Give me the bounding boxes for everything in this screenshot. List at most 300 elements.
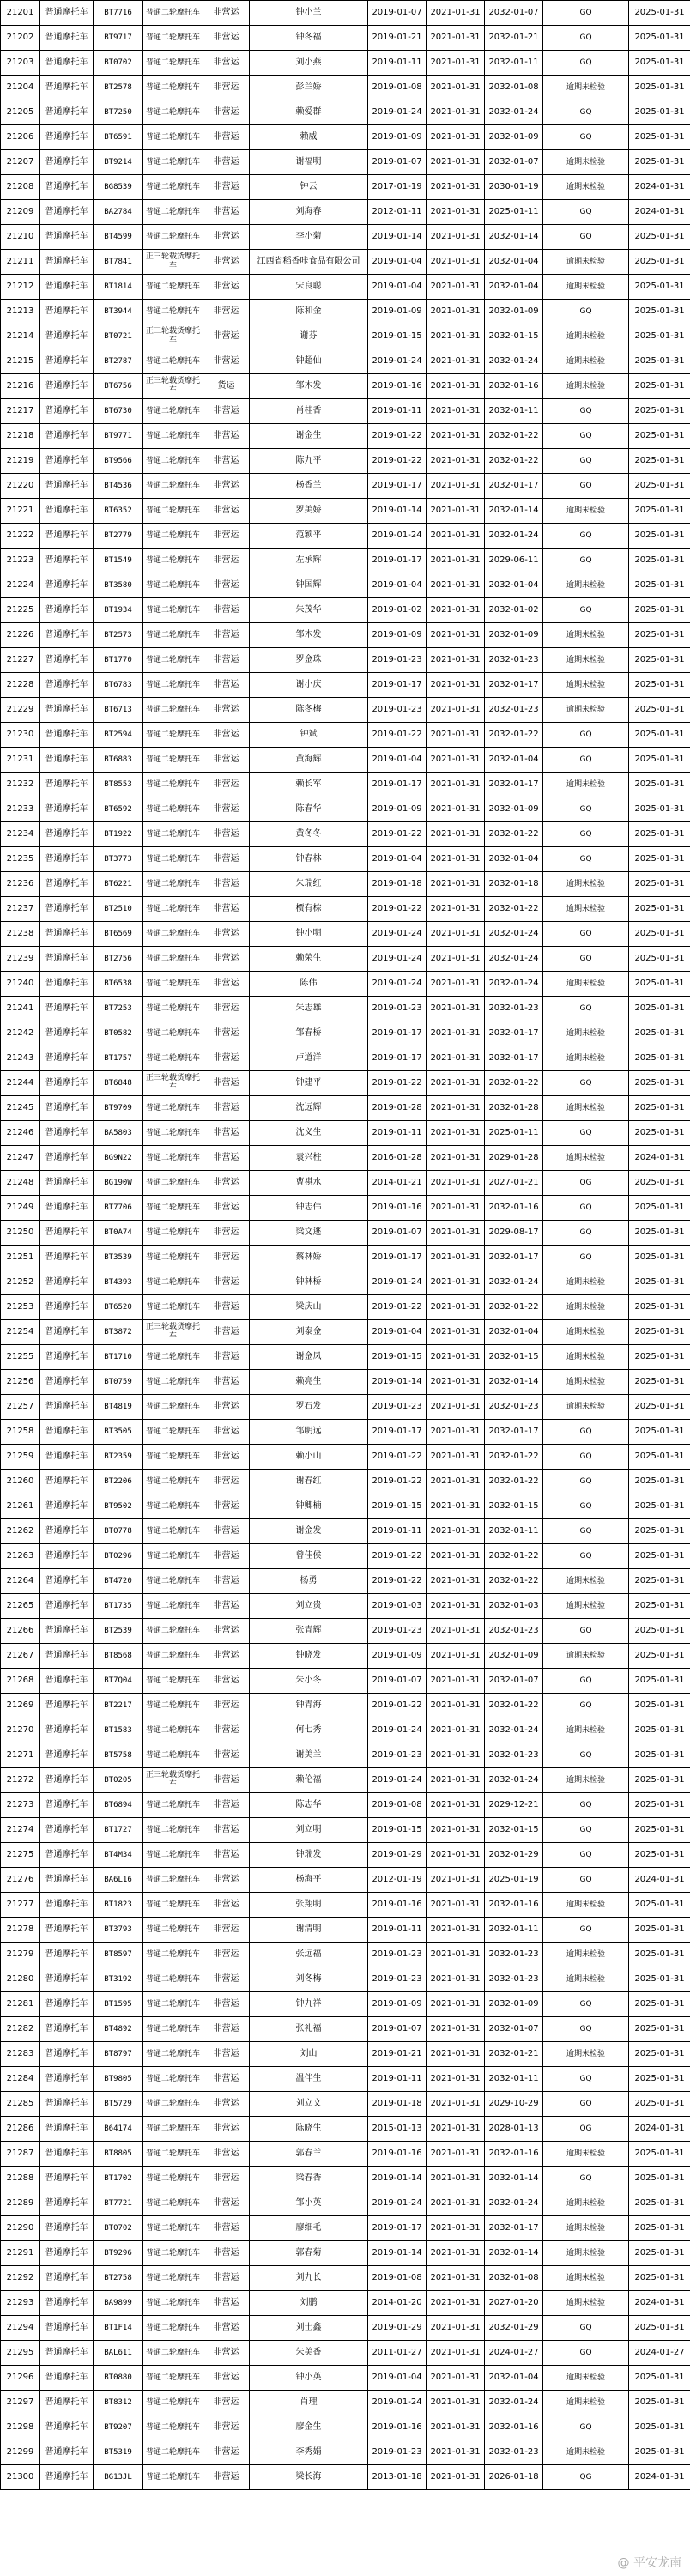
owner-name-cell: 刘立文 bbox=[250, 2092, 368, 2117]
vehicle-category-cell: 普通摩托车 bbox=[40, 1793, 94, 1818]
inspection-due-date-cell: 2025-01-31 bbox=[629, 1494, 690, 1519]
owner-name-cell: 郭春兰 bbox=[250, 2142, 368, 2167]
register-date-cell: 2019-01-22 bbox=[368, 449, 427, 474]
inspection-status-cell: 逾期未检验 bbox=[543, 250, 629, 275]
vehicle-category-cell: 普通摩托车 bbox=[40, 2042, 94, 2067]
vehicle-type-cell: 普通二轮摩托车 bbox=[143, 1718, 203, 1743]
row-number-cell: 21231 bbox=[1, 748, 40, 773]
vehicle-category-cell: 普通摩托车 bbox=[40, 2117, 94, 2142]
issue-date-cell: 2021-01-31 bbox=[427, 1270, 485, 1295]
scrap-date-cell: 2032-01-11 bbox=[485, 1519, 543, 1544]
row-number-cell: 21210 bbox=[1, 225, 40, 250]
inspection-due-date-cell: 2025-01-31 bbox=[629, 598, 690, 623]
owner-name-cell: 刘鹏 bbox=[250, 2291, 368, 2316]
owner-name-cell: 肖桂香 bbox=[250, 399, 368, 424]
scrap-date-cell: 2032-01-23 bbox=[485, 1967, 543, 1992]
vehicle-type-cell: 普通二轮摩托车 bbox=[143, 822, 203, 847]
table-row bbox=[1, 1146, 690, 1171]
plate-number-cell: BT9296 bbox=[94, 2241, 143, 2266]
inspection-due-date-cell: 2025-01-31 bbox=[629, 1992, 690, 2017]
issue-date-cell: 2021-01-31 bbox=[427, 2017, 485, 2042]
vehicle-type-cell: 普通二轮摩托车 bbox=[143, 349, 203, 374]
plate-number-cell: BT0778 bbox=[94, 1519, 143, 1544]
row-number-cell: 21249 bbox=[1, 1196, 40, 1221]
inspection-due-date-cell: 2025-01-31 bbox=[629, 349, 690, 374]
issue-date-cell: 2021-01-31 bbox=[427, 250, 485, 275]
plate-number-cell: BT3505 bbox=[94, 1420, 143, 1445]
plate-number-cell: BT3793 bbox=[94, 1918, 143, 1943]
register-date-cell: 2014-01-20 bbox=[368, 2291, 427, 2316]
inspection-due-date-cell: 2025-01-31 bbox=[629, 1071, 690, 1096]
inspection-status-cell: GQ bbox=[543, 2092, 629, 2117]
vehicle-category-cell: 普通摩托车 bbox=[40, 275, 94, 300]
register-date-cell: 2019-01-15 bbox=[368, 324, 427, 349]
register-date-cell: 2019-01-21 bbox=[368, 26, 427, 51]
vehicle-category-cell: 普通摩托车 bbox=[40, 972, 94, 997]
register-date-cell: 2019-01-24 bbox=[368, 524, 427, 549]
issue-date-cell: 2021-01-31 bbox=[427, 225, 485, 250]
plate-number-cell: BT2359 bbox=[94, 1445, 143, 1470]
inspection-due-date-cell: 2025-01-31 bbox=[629, 2191, 690, 2216]
table-row bbox=[1, 872, 690, 897]
vehicle-category-cell: 普通摩托车 bbox=[40, 1918, 94, 1943]
register-date-cell: 2019-01-23 bbox=[368, 698, 427, 723]
owner-name-cell: 陈和金 bbox=[250, 300, 368, 324]
inspection-status-cell: GQ bbox=[543, 1071, 629, 1096]
owner-name-cell: 朱瑞红 bbox=[250, 872, 368, 897]
owner-name-cell: 钟志伟 bbox=[250, 1196, 368, 1221]
usage-cell: 非营运 bbox=[203, 76, 250, 100]
register-date-cell: 2019-01-23 bbox=[368, 1743, 427, 1768]
usage-cell: 非营运 bbox=[203, 1395, 250, 1420]
vehicle-category-cell: 普通摩托车 bbox=[40, 2167, 94, 2191]
register-date-cell: 2019-01-02 bbox=[368, 598, 427, 623]
scrap-date-cell: 2032-01-24 bbox=[485, 2391, 543, 2415]
owner-name-cell: 邹明远 bbox=[250, 1420, 368, 1445]
plate-number-cell: BT6591 bbox=[94, 125, 143, 150]
register-date-cell: 2019-01-17 bbox=[368, 1246, 427, 1270]
scrap-date-cell: 2032-01-22 bbox=[485, 449, 543, 474]
vehicle-type-cell: 普通二轮摩托车 bbox=[143, 1246, 203, 1270]
inspection-status-cell: 逾期未检验 bbox=[543, 698, 629, 723]
inspection-due-date-cell: 2025-01-31 bbox=[629, 2167, 690, 2191]
plate-number-cell: B64174 bbox=[94, 2117, 143, 2142]
row-number-cell: 21203 bbox=[1, 51, 40, 76]
register-date-cell: 2019-01-04 bbox=[368, 847, 427, 872]
scrap-date-cell: 2032-01-11 bbox=[485, 51, 543, 76]
table-row bbox=[1, 449, 690, 474]
table-row bbox=[1, 1868, 690, 1893]
table-body bbox=[1, 1, 690, 2490]
inspection-due-date-cell: 2025-01-31 bbox=[629, 1420, 690, 1445]
table-row bbox=[1, 1370, 690, 1395]
inspection-due-date-cell: 2024-01-31 bbox=[629, 1868, 690, 1893]
vehicle-category-cell: 普通摩托车 bbox=[40, 2391, 94, 2415]
owner-name-cell: 刘海春 bbox=[250, 200, 368, 225]
scrap-date-cell: 2029-12-21 bbox=[485, 1793, 543, 1818]
inspection-due-date-cell: 2025-01-31 bbox=[629, 1370, 690, 1395]
row-number-cell: 21232 bbox=[1, 773, 40, 797]
inspection-due-date-cell: 2025-01-31 bbox=[629, 1893, 690, 1918]
register-date-cell: 2019-01-07 bbox=[368, 1, 427, 26]
usage-cell: 非营运 bbox=[203, 549, 250, 573]
usage-cell: 非营运 bbox=[203, 1096, 250, 1121]
usage-cell: 货运 bbox=[203, 374, 250, 399]
vehicle-type-cell: 普通二轮摩托车 bbox=[143, 1743, 203, 1768]
register-date-cell: 2019-01-11 bbox=[368, 399, 427, 424]
inspection-due-date-cell: 2025-01-31 bbox=[629, 225, 690, 250]
vehicle-category-cell: 普通摩托车 bbox=[40, 1967, 94, 1992]
table-row bbox=[1, 1246, 690, 1270]
inspection-status-cell: GQ bbox=[543, 26, 629, 51]
register-date-cell: 2019-01-24 bbox=[368, 1718, 427, 1743]
row-number-cell: 21238 bbox=[1, 922, 40, 947]
usage-cell: 非营运 bbox=[203, 2465, 250, 2490]
issue-date-cell: 2021-01-31 bbox=[427, 2291, 485, 2316]
register-date-cell: 2019-01-04 bbox=[368, 1320, 427, 1345]
owner-name-cell: 钟冬福 bbox=[250, 26, 368, 51]
inspection-status-cell: GQ bbox=[543, 1445, 629, 1470]
register-date-cell: 2019-01-14 bbox=[368, 2167, 427, 2191]
table-row bbox=[1, 1121, 690, 1146]
usage-cell: 非营运 bbox=[203, 1868, 250, 1893]
inspection-status-cell: 逾期未检验 bbox=[543, 2191, 629, 2216]
table-row bbox=[1, 1669, 690, 1694]
usage-cell: 非营运 bbox=[203, 26, 250, 51]
table-row bbox=[1, 1918, 690, 1943]
issue-date-cell: 2021-01-31 bbox=[427, 1594, 485, 1619]
register-date-cell: 2019-01-22 bbox=[368, 822, 427, 847]
inspection-due-date-cell: 2025-01-31 bbox=[629, 2440, 690, 2465]
inspection-due-date-cell: 2024-01-31 bbox=[629, 2291, 690, 2316]
scrap-date-cell: 2032-01-17 bbox=[485, 1246, 543, 1270]
register-date-cell: 2019-01-04 bbox=[368, 275, 427, 300]
scrap-date-cell: 2032-01-17 bbox=[485, 673, 543, 698]
inspection-status-cell: 逾期未检验 bbox=[543, 349, 629, 374]
usage-cell: 非营运 bbox=[203, 399, 250, 424]
inspection-due-date-cell: 2025-01-31 bbox=[629, 1171, 690, 1196]
plate-number-cell: BT8597 bbox=[94, 1943, 143, 1967]
register-date-cell: 2019-01-07 bbox=[368, 150, 427, 175]
row-number-cell: 21241 bbox=[1, 997, 40, 1021]
inspection-status-cell: QG bbox=[543, 1171, 629, 1196]
vehicle-category-cell: 普通摩托车 bbox=[40, 623, 94, 648]
table-row bbox=[1, 1046, 690, 1071]
register-date-cell: 2019-01-24 bbox=[368, 922, 427, 947]
row-number-cell: 21229 bbox=[1, 698, 40, 723]
register-date-cell: 2019-01-14 bbox=[368, 225, 427, 250]
owner-name-cell: 朱志雄 bbox=[250, 997, 368, 1021]
vehicle-type-cell: 普通二轮摩托车 bbox=[143, 2067, 203, 2092]
inspection-due-date-cell: 2025-01-31 bbox=[629, 1221, 690, 1246]
table-row bbox=[1, 797, 690, 822]
usage-cell: 非营运 bbox=[203, 1893, 250, 1918]
inspection-status-cell: 逾期未检验 bbox=[543, 1096, 629, 1121]
vehicle-type-cell: 普通二轮摩托车 bbox=[143, 922, 203, 947]
issue-date-cell: 2021-01-31 bbox=[427, 1619, 485, 1644]
issue-date-cell: 2021-01-31 bbox=[427, 2266, 485, 2291]
inspection-status-cell: 逾期未检验 bbox=[543, 1370, 629, 1395]
inspection-due-date-cell: 2025-01-31 bbox=[629, 1096, 690, 1121]
scrap-date-cell: 2032-01-09 bbox=[485, 797, 543, 822]
table-row bbox=[1, 2415, 690, 2440]
plate-number-cell: BT8568 bbox=[94, 1644, 143, 1669]
issue-date-cell: 2021-01-31 bbox=[427, 698, 485, 723]
register-date-cell: 2019-01-16 bbox=[368, 1893, 427, 1918]
inspection-status-cell: GQ bbox=[543, 822, 629, 847]
owner-name-cell: 邹春桥 bbox=[250, 1021, 368, 1046]
register-date-cell: 2019-01-23 bbox=[368, 1619, 427, 1644]
register-date-cell: 2019-01-09 bbox=[368, 623, 427, 648]
plate-number-cell: BT5758 bbox=[94, 1743, 143, 1768]
table-row bbox=[1, 1096, 690, 1121]
table-row bbox=[1, 26, 690, 51]
vehicle-type-cell: 普通二轮摩托车 bbox=[143, 1694, 203, 1718]
scrap-date-cell: 2029-01-28 bbox=[485, 1146, 543, 1171]
vehicle-type-cell: 普通二轮摩托车 bbox=[143, 1345, 203, 1370]
register-date-cell: 2019-01-17 bbox=[368, 549, 427, 573]
register-date-cell: 2019-01-22 bbox=[368, 1295, 427, 1320]
usage-cell: 非营运 bbox=[203, 2017, 250, 2042]
inspection-due-date-cell: 2025-01-31 bbox=[629, 2017, 690, 2042]
scrap-date-cell: 2024-01-27 bbox=[485, 2341, 543, 2366]
plate-number-cell: BT1770 bbox=[94, 648, 143, 673]
scrap-date-cell: 2032-01-14 bbox=[485, 1370, 543, 1395]
issue-date-cell: 2021-01-31 bbox=[427, 2391, 485, 2415]
table-row bbox=[1, 2167, 690, 2191]
usage-cell: 非营运 bbox=[203, 1743, 250, 1768]
vehicle-type-cell: 普通二轮摩托车 bbox=[143, 1843, 203, 1868]
inspection-due-date-cell: 2024-01-31 bbox=[629, 175, 690, 200]
vehicle-category-cell: 普通摩托车 bbox=[40, 1470, 94, 1494]
inspection-due-date-cell: 2025-01-31 bbox=[629, 872, 690, 897]
row-number-cell: 21255 bbox=[1, 1345, 40, 1370]
vehicle-category-cell: 普通摩托车 bbox=[40, 1270, 94, 1295]
plate-number-cell: BT9805 bbox=[94, 2067, 143, 2092]
scrap-date-cell: 2032-01-24 bbox=[485, 349, 543, 374]
table-row bbox=[1, 673, 690, 698]
row-number-cell: 21202 bbox=[1, 26, 40, 51]
inspection-due-date-cell: 2025-01-31 bbox=[629, 1, 690, 26]
issue-date-cell: 2021-01-31 bbox=[427, 1420, 485, 1445]
plate-number-cell: BA9899 bbox=[94, 2291, 143, 2316]
row-number-cell: 21275 bbox=[1, 1843, 40, 1868]
inspection-status-cell: GQ bbox=[543, 2067, 629, 2092]
vehicle-type-cell: 普通二轮摩托车 bbox=[143, 76, 203, 100]
owner-name-cell: 温伴生 bbox=[250, 2067, 368, 2092]
inspection-due-date-cell: 2025-01-31 bbox=[629, 1694, 690, 1718]
vehicle-category-cell: 普通摩托车 bbox=[40, 1046, 94, 1071]
scrap-date-cell: 2032-01-14 bbox=[485, 499, 543, 524]
issue-date-cell: 2021-01-31 bbox=[427, 275, 485, 300]
vehicle-type-cell: 普通二轮摩托车 bbox=[143, 1594, 203, 1619]
plate-number-cell: BT3580 bbox=[94, 573, 143, 598]
vehicle-type-cell: 普通二轮摩托车 bbox=[143, 2216, 203, 2241]
inspection-due-date-cell: 2025-01-31 bbox=[629, 1619, 690, 1644]
vehicle-type-cell: 普通二轮摩托车 bbox=[143, 100, 203, 125]
table-row bbox=[1, 2366, 690, 2391]
inspection-status-cell: GQ bbox=[543, 1992, 629, 2017]
vehicle-type-cell: 普通二轮摩托车 bbox=[143, 2415, 203, 2440]
usage-cell: 非营运 bbox=[203, 1146, 250, 1171]
usage-cell: 非营运 bbox=[203, 1694, 250, 1718]
scrap-date-cell: 2029-08-17 bbox=[485, 1221, 543, 1246]
usage-cell: 非营运 bbox=[203, 598, 250, 623]
vehicle-category-cell: 普通摩托车 bbox=[40, 1171, 94, 1196]
scrap-date-cell: 2032-01-22 bbox=[485, 1445, 543, 1470]
vehicle-type-cell: 正三轮载货摩托车 bbox=[143, 1071, 203, 1096]
usage-cell: 非营运 bbox=[203, 1221, 250, 1246]
register-date-cell: 2019-01-18 bbox=[368, 872, 427, 897]
inspection-status-cell: 逾期未检验 bbox=[543, 897, 629, 922]
vehicle-category-cell: 普通摩托车 bbox=[40, 822, 94, 847]
scrap-date-cell: 2032-01-28 bbox=[485, 1096, 543, 1121]
inspection-due-date-cell: 2025-01-31 bbox=[629, 1295, 690, 1320]
issue-date-cell: 2021-01-31 bbox=[427, 1, 485, 26]
owner-name-cell: 钟小明 bbox=[250, 922, 368, 947]
scrap-date-cell: 2032-01-22 bbox=[485, 822, 543, 847]
owner-name-cell: 钟瑞发 bbox=[250, 1843, 368, 1868]
inspection-status-cell: 逾期未检验 bbox=[543, 1046, 629, 1071]
inspection-status-cell: 逾期未检验 bbox=[543, 1569, 629, 1594]
table-row bbox=[1, 723, 690, 748]
table-row bbox=[1, 1519, 690, 1544]
row-number-cell: 21213 bbox=[1, 300, 40, 324]
owner-name-cell: 沈远辉 bbox=[250, 1096, 368, 1121]
plate-number-cell: BT4819 bbox=[94, 1395, 143, 1420]
scrap-date-cell: 2032-01-11 bbox=[485, 2067, 543, 2092]
owner-name-cell: 杨海平 bbox=[250, 1868, 368, 1893]
register-date-cell: 2019-01-11 bbox=[368, 2067, 427, 2092]
issue-date-cell: 2021-01-31 bbox=[427, 175, 485, 200]
row-number-cell: 21228 bbox=[1, 673, 40, 698]
row-number-cell: 21204 bbox=[1, 76, 40, 100]
register-date-cell: 2019-01-04 bbox=[368, 250, 427, 275]
row-number-cell: 21289 bbox=[1, 2191, 40, 2216]
usage-cell: 非营运 bbox=[203, 275, 250, 300]
scrap-date-cell: 2032-01-23 bbox=[485, 997, 543, 1021]
plate-number-cell: BT2758 bbox=[94, 2266, 143, 2291]
vehicle-category-cell: 普通摩托车 bbox=[40, 947, 94, 972]
row-number-cell: 21217 bbox=[1, 399, 40, 424]
issue-date-cell: 2021-01-31 bbox=[427, 723, 485, 748]
vehicle-category-cell: 普通摩托车 bbox=[40, 1519, 94, 1544]
usage-cell: 非营运 bbox=[203, 1420, 250, 1445]
inspection-due-date-cell: 2025-01-31 bbox=[629, 250, 690, 275]
register-date-cell: 2019-01-23 bbox=[368, 1395, 427, 1420]
row-number-cell: 21201 bbox=[1, 1, 40, 26]
register-date-cell: 2019-01-21 bbox=[368, 2042, 427, 2067]
inspection-status-cell: 逾期未检验 bbox=[543, 872, 629, 897]
vehicle-type-cell: 普通二轮摩托车 bbox=[143, 1121, 203, 1146]
scrap-date-cell: 2032-01-24 bbox=[485, 1270, 543, 1295]
usage-cell: 非营运 bbox=[203, 1046, 250, 1071]
issue-date-cell: 2021-01-31 bbox=[427, 1196, 485, 1221]
issue-date-cell: 2021-01-31 bbox=[427, 1345, 485, 1370]
vehicle-type-cell: 普通二轮摩托车 bbox=[143, 1, 203, 26]
owner-name-cell: 廖金生 bbox=[250, 2415, 368, 2440]
inspection-status-cell: GQ bbox=[543, 1694, 629, 1718]
inspection-status-cell: 逾期未检验 bbox=[543, 150, 629, 175]
vehicle-type-cell: 正三轮载货摩托车 bbox=[143, 374, 203, 399]
usage-cell: 非营运 bbox=[203, 150, 250, 175]
issue-date-cell: 2021-01-31 bbox=[427, 773, 485, 797]
inspection-due-date-cell: 2025-01-31 bbox=[629, 51, 690, 76]
vehicle-type-cell: 普通二轮摩托车 bbox=[143, 1096, 203, 1121]
table-row bbox=[1, 1967, 690, 1992]
vehicle-category-cell: 普通摩托车 bbox=[40, 748, 94, 773]
row-number-cell: 21281 bbox=[1, 1992, 40, 2017]
inspection-due-date-cell: 2025-01-31 bbox=[629, 673, 690, 698]
vehicle-type-cell: 普通二轮摩托车 bbox=[143, 1569, 203, 1594]
vehicle-category-cell: 普通摩托车 bbox=[40, 1121, 94, 1146]
issue-date-cell: 2021-01-31 bbox=[427, 324, 485, 349]
scrap-date-cell: 2032-01-24 bbox=[485, 1718, 543, 1743]
row-number-cell: 21269 bbox=[1, 1694, 40, 1718]
scrap-date-cell: 2029-06-11 bbox=[485, 549, 543, 573]
owner-name-cell: 李小菊 bbox=[250, 225, 368, 250]
inspection-status-cell: GQ bbox=[543, 424, 629, 449]
table-row bbox=[1, 623, 690, 648]
register-date-cell: 2019-01-11 bbox=[368, 1121, 427, 1146]
inspection-due-date-cell: 2025-01-31 bbox=[629, 2042, 690, 2067]
issue-date-cell: 2021-01-31 bbox=[427, 2415, 485, 2440]
vehicle-type-cell: 普通二轮摩托车 bbox=[143, 2191, 203, 2216]
vehicle-type-cell: 普通二轮摩托车 bbox=[143, 524, 203, 549]
row-number-cell: 21264 bbox=[1, 1569, 40, 1594]
vehicle-category-cell: 普通摩托车 bbox=[40, 1992, 94, 2017]
vehicle-category-cell: 普通摩托车 bbox=[40, 1320, 94, 1345]
plate-number-cell: BT4M34 bbox=[94, 1843, 143, 1868]
vehicle-type-cell: 普通二轮摩托车 bbox=[143, 1818, 203, 1843]
row-number-cell: 21280 bbox=[1, 1967, 40, 1992]
scrap-date-cell: 2032-01-04 bbox=[485, 748, 543, 773]
scrap-date-cell: 2032-01-04 bbox=[485, 573, 543, 598]
vehicle-category-cell: 普通摩托车 bbox=[40, 1221, 94, 1246]
plate-number-cell: BT0702 bbox=[94, 51, 143, 76]
vehicle-type-cell: 普通二轮摩托车 bbox=[143, 1295, 203, 1320]
inspection-status-cell: 逾期未检验 bbox=[543, 175, 629, 200]
vehicle-type-cell: 普通二轮摩托车 bbox=[143, 2092, 203, 2117]
vehicle-category-cell: 普通摩托车 bbox=[40, 1843, 94, 1868]
vehicle-category-cell: 普通摩托车 bbox=[40, 250, 94, 275]
scrap-date-cell: 2032-01-04 bbox=[485, 1320, 543, 1345]
inspection-status-cell: GQ bbox=[543, 1793, 629, 1818]
owner-name-cell: 钟小英 bbox=[250, 2366, 368, 2391]
scrap-date-cell: 2032-01-24 bbox=[485, 100, 543, 125]
owner-name-cell: 何七秀 bbox=[250, 1718, 368, 1743]
issue-date-cell: 2021-01-31 bbox=[427, 997, 485, 1021]
row-number-cell: 21230 bbox=[1, 723, 40, 748]
inspection-status-cell: 逾期未检验 bbox=[543, 1146, 629, 1171]
plate-number-cell: BG9N22 bbox=[94, 1146, 143, 1171]
inspection-due-date-cell: 2025-01-31 bbox=[629, 1121, 690, 1146]
row-number-cell: 21208 bbox=[1, 175, 40, 200]
owner-name-cell: 谢美兰 bbox=[250, 1743, 368, 1768]
issue-date-cell: 2021-01-31 bbox=[427, 623, 485, 648]
row-number-cell: 21244 bbox=[1, 1071, 40, 1096]
register-date-cell: 2019-01-23 bbox=[368, 997, 427, 1021]
vehicle-category-cell: 普通摩托车 bbox=[40, 2440, 94, 2465]
vehicle-type-cell: 普通二轮摩托车 bbox=[143, 2266, 203, 2291]
owner-name-cell: 刘立明 bbox=[250, 1818, 368, 1843]
row-number-cell: 21287 bbox=[1, 2142, 40, 2167]
scrap-date-cell: 2032-01-17 bbox=[485, 1021, 543, 1046]
inspection-status-cell: QG bbox=[543, 2117, 629, 2142]
vehicle-type-cell: 普通二轮摩托车 bbox=[143, 225, 203, 250]
register-date-cell: 2019-01-07 bbox=[368, 1669, 427, 1694]
vehicle-type-cell: 普通二轮摩托车 bbox=[143, 947, 203, 972]
